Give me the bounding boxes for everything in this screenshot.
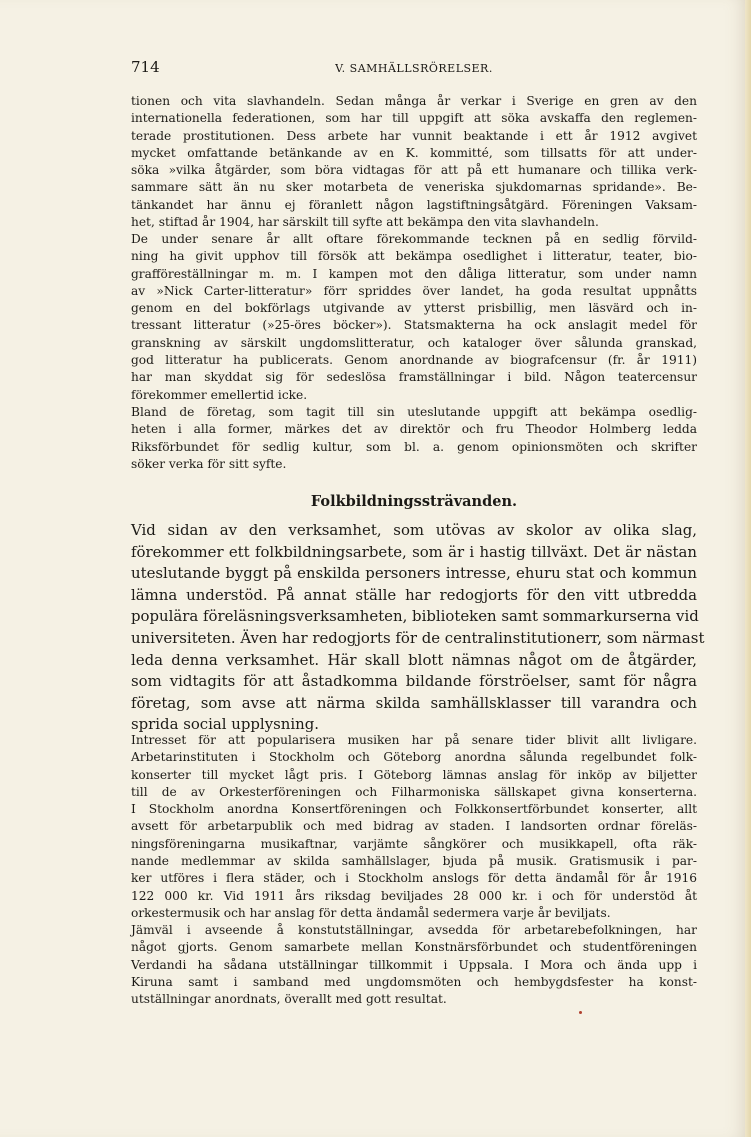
text-line: konserter till mycket lågt pris. I Göteborg lämnas anslag för inköp av biljetter	[131, 767, 697, 782]
text-line: tänkandet har ännu ej föranlett någon lagstiftningsåtgärd. Föreningen Vaksam-	[131, 197, 697, 212]
text-line: sammare sätt än nu sker motarbeta de veneriska sjukdomarnas spridande». Be-	[131, 180, 697, 195]
paragraph	[131, 93, 697, 231]
text-line: avsett för arbetarpublik och med bidrag av staden. I landsorten ordnar föreläs-	[131, 819, 697, 834]
text-line: Vid sidan av den verksamhet, som utövas av skolor av olika slag,	[131, 521, 697, 539]
text-line: söker verka för sitt syfte.	[131, 456, 287, 471]
text-line: nande medlemmar av skilda samhällslager, bjuda på musik. Gratismusik i par-	[131, 854, 697, 869]
text-line: leda denna verksamhet. Här skall blott nämnas något om de åtgärder,	[131, 650, 697, 669]
text-line: mycket omfattande betänkande av en K. kommitté, som tillsatts för att under-	[131, 145, 697, 160]
text-line: Intresset för att popularisera musiken har på senare tider blivit allt livligare.	[131, 733, 697, 747]
text-line: lämna understöd. På annat ställe har redogjorts för den vitt utbredda	[131, 585, 697, 604]
text-line: har man skyddat sig för sedeslösa framställningar i bild. Någon teatercensur	[131, 370, 697, 385]
text-line: till de av Orkesterföreningen och Filharmoniska sällskapet givna konserterna.	[131, 784, 697, 799]
text-line: Jämväl i avseende å konstutställningar, avsedda för arbetarebefolkningen, har	[131, 923, 697, 937]
page-number: 714	[131, 58, 160, 76]
text-line: god litteratur ha publicerats. Genom anordnande av biografcensur (fr. år 1911)	[131, 353, 697, 368]
text-line: het, stiftad år 1904, har särskilt till syfte att bekämpa den vita slavhandeln.	[131, 215, 599, 230]
text-line: terade prostitutionen. Dess arbete har vunnit beaktande i ett år 1912 avgivet	[131, 128, 697, 143]
text-line: tionen och vita slavhandeln. Sedan många år verkar i Sverige en gren av den	[131, 94, 697, 108]
running-head: V. SAMHÄLLSRÖRELSER.	[335, 62, 493, 75]
text-line: företag, som avse att närma skilda samhällsklasser till varandra och	[131, 693, 697, 712]
text-line: sprida social upplysning.	[131, 715, 319, 734]
text-line: Riksförbundet för sedlig kultur, som bl. a. genom opinionsmöten och skrifter	[131, 439, 697, 454]
text-line: uteslutande byggt på enskilda personers intresse, ehuru stat och kommun	[131, 564, 697, 583]
text-line: förekommer ett folkbildningsarbete, som är i hastig tillväxt. Det är nästan	[131, 542, 697, 561]
page-header	[131, 60, 697, 80]
text-line: något gjorts. Genom samarbete mellan Konstnärsförbundet och studentföreningen	[131, 940, 697, 955]
text-line: förekommer emellertid icke.	[131, 387, 308, 402]
paragraph	[131, 520, 705, 736]
text-line: universiteten. Även har redogjorts för de centralinstitutionerr, som närmast	[131, 628, 705, 647]
text-line: tressant litteratur (»25-öres böcker»). Statsmakterna ha ock anslagit medel för	[131, 318, 697, 333]
text-line: ningsföreningarna musikaftnar, varjämte sångkörer och musikkapell, ofta räk-	[131, 836, 697, 851]
text-line: Verdandi ha sådana utställningar tillkommit i Uppsala. I Mora och ända upp i	[131, 957, 697, 972]
text-line: av »Nick Carter-litteratur» förr spriddes över landet, ha goda resultat uppnåtts	[131, 283, 697, 298]
text-line: söka »vilka åtgärder, som böra vidtagas för att på ett humanare och tillika verk-	[131, 163, 697, 178]
text-line: ning ha givit upphov till försök att bekämpa osedlighet i litteratur, teater, bio-	[131, 249, 697, 264]
text-line: De under senare år allt oftare förekommande tecknen på en sedlig förvild-	[131, 232, 697, 246]
section-heading: Folkbildningssträvanden.	[310, 493, 518, 510]
text-line: Bland de företag, som tagit till sin uteslutande uppgift att bekämpa osedlig-	[131, 405, 697, 419]
ink-speck	[579, 1011, 582, 1014]
text-line: utställningar anordnats, överallt med gott resultat.	[131, 992, 447, 1007]
paragraph	[131, 732, 697, 922]
text-line: I Stockholm anordna Konsertföreningen och Folkkonsertförbundet konserter, allt	[131, 802, 697, 817]
text-line: heten i alla former, märkes det av direktör och fru Theodor Holmberg ledda	[131, 422, 697, 437]
text-line: internationella federationen, som har till uppgift att söka avskaffa den reglemen-	[131, 111, 697, 126]
paragraph	[131, 231, 697, 404]
text-line: orkestermusik och har anslag för detta ändamål sedermera varje år beviljats.	[131, 905, 611, 920]
paragraph	[131, 922, 697, 1008]
text-line: som vidtagits för att åstadkomma bildande förströelser, samt för några	[131, 672, 697, 691]
text-line: grafföreställningar m. m. I kampen mot den dåliga litteratur, som under namn	[131, 266, 697, 281]
text-line: granskning av särskilt ungdomslitteratur, och kataloger över sålunda granskad,	[131, 335, 697, 350]
text-line: populära föreläsningsverksamheten, biblioteken samt sommarkurserna vid	[131, 607, 699, 626]
paragraph	[131, 404, 697, 473]
text-line: 122 000 kr. Vid 1911 års riksdag beviljades 28 000 kr. i och för understöd åt	[131, 888, 697, 903]
text-line: Kiruna samt i samband med ungdomsmöten och hembygdsfester ha konst-	[131, 974, 697, 989]
page-edge	[745, 0, 751, 1137]
text-line: Arbetarinstituten i Stockholm och Göteborg anordna sålunda regelbundet folk-	[131, 750, 697, 765]
text-line: genom en del bokförlags utgivande av ytterst prisbillig, men läsvärd och in-	[131, 301, 697, 316]
text-line: ker utföres i flera städer, och i Stockholm anslogs för detta ändamål för år 1916	[131, 871, 697, 886]
